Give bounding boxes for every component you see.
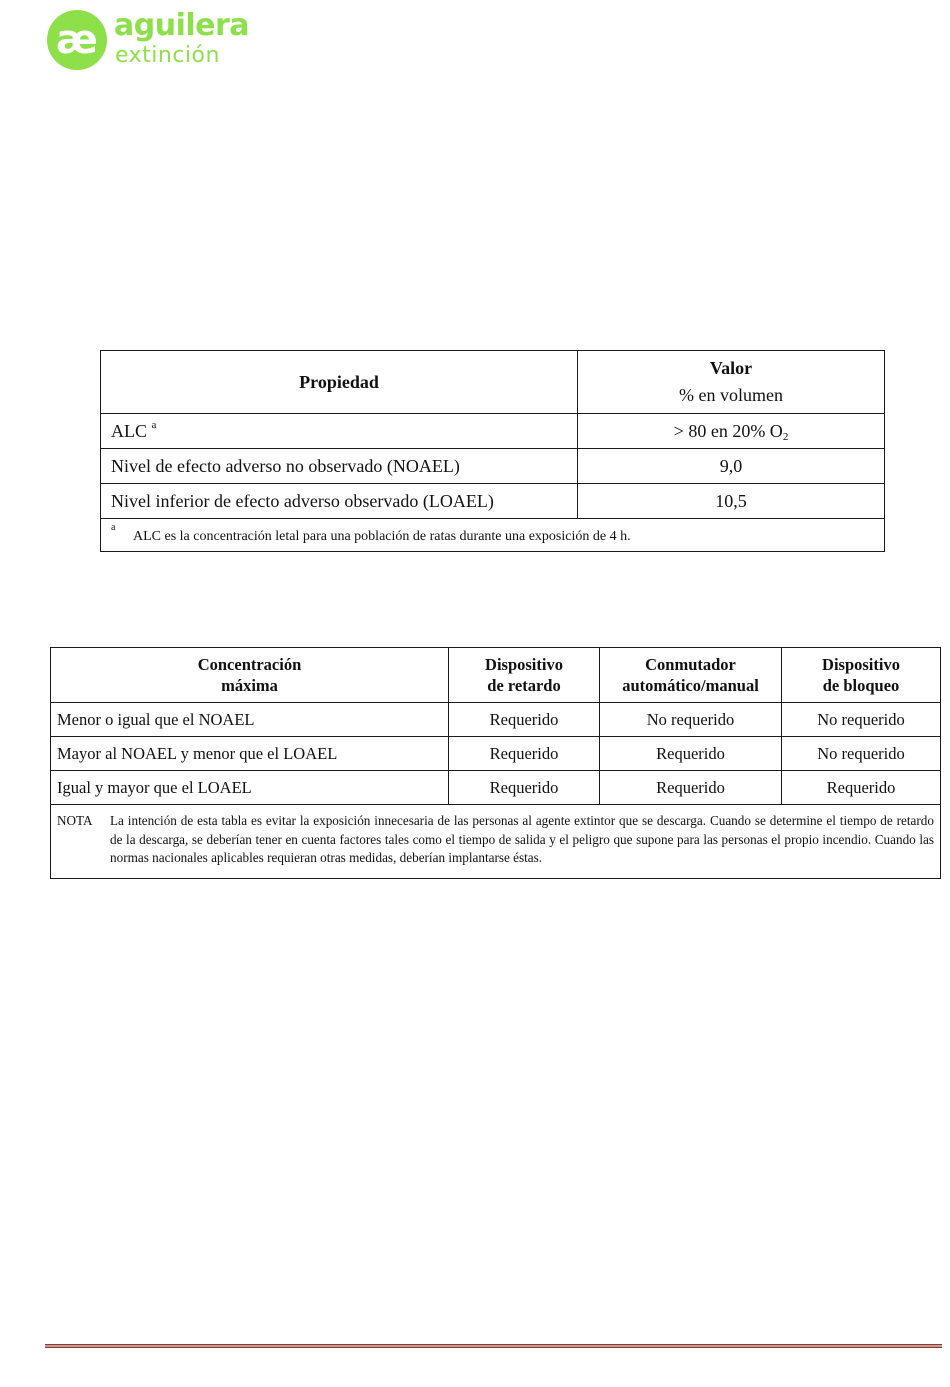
table-row bbox=[101, 414, 885, 449]
value-text: > 80 en 20% O bbox=[673, 420, 783, 441]
table-row bbox=[51, 771, 941, 805]
header-value-unit: % en volumen bbox=[679, 385, 783, 405]
value-subscript: 2 bbox=[782, 430, 789, 443]
table-note-row bbox=[51, 805, 941, 879]
delay-cell: Requerido bbox=[449, 703, 600, 737]
header-lock-device bbox=[782, 648, 941, 703]
header-line: de retardo bbox=[487, 676, 561, 695]
logo-monogram-icon bbox=[46, 9, 108, 71]
switch-cell: Requerido bbox=[600, 737, 782, 771]
property-name: ALC bbox=[111, 420, 147, 441]
header-line: Dispositivo bbox=[822, 655, 900, 674]
concentration-cell: Menor o igual que el NOAEL bbox=[51, 703, 449, 737]
lock-cell: No requerido bbox=[782, 737, 941, 771]
value-cell bbox=[578, 414, 885, 449]
table-row bbox=[101, 484, 885, 519]
header-value-label: Valor bbox=[709, 358, 753, 378]
footnote-text: ALC es la concentración letal para una población de ratas durante una exposición de 4 h. bbox=[133, 529, 631, 544]
properties-table bbox=[100, 350, 885, 552]
table-row bbox=[101, 449, 885, 484]
concentration-cell: Igual y mayor que el LOAEL bbox=[51, 771, 449, 805]
header-concentration bbox=[51, 648, 449, 703]
concentration-cell: Mayor al NOAEL y menor que el LOAEL bbox=[51, 737, 449, 771]
value-cell: 10,5 bbox=[578, 484, 885, 519]
table-row bbox=[51, 737, 941, 771]
devices-table bbox=[50, 647, 941, 879]
note-text: La intención de esta tabla es evitar la exposición innecesaria de las personas al agente extintor que se descarga. Cuando se determine el tiempo de retardo de la descarga, se deberían tener en cuenta factores tales como el tiempo de salida y el peligro que supone para las personas el propio incendio. Cuando las normas nacionales aplicables requieran otras medidas, deberían implantarse éstas. bbox=[110, 813, 934, 865]
logo-subtitle: extinción bbox=[115, 43, 220, 68]
header-line: de bloqueo bbox=[822, 676, 900, 695]
lock-cell: Requerido bbox=[782, 771, 941, 805]
table-header-row bbox=[51, 648, 941, 703]
note-label: NOTA bbox=[57, 813, 93, 828]
table-row bbox=[51, 703, 941, 737]
lock-cell: No requerido bbox=[782, 703, 941, 737]
footer-divider bbox=[45, 1344, 942, 1348]
table-footnote-row bbox=[101, 519, 885, 552]
delay-cell: Requerido bbox=[449, 771, 600, 805]
property-cell: Nivel inferior de efecto adverso observado (LOAEL) bbox=[101, 484, 578, 519]
company-logo bbox=[46, 8, 250, 73]
footnote-cell bbox=[101, 519, 885, 552]
note-cell bbox=[51, 805, 941, 879]
table-header-row bbox=[101, 351, 885, 414]
logo-monogram-glyph: æ bbox=[56, 17, 98, 63]
header-value bbox=[578, 351, 885, 414]
header-delay-device bbox=[449, 648, 600, 703]
header-line: Concentración bbox=[197, 655, 302, 674]
header-line: Dispositivo bbox=[485, 655, 563, 674]
delay-cell: Requerido bbox=[449, 737, 600, 771]
header-line: automático/manual bbox=[622, 676, 759, 695]
value-cell: 9,0 bbox=[578, 449, 885, 484]
header-property: Propiedad bbox=[101, 351, 578, 414]
header-switch bbox=[600, 648, 782, 703]
switch-cell: Requerido bbox=[600, 771, 782, 805]
switch-cell: No requerido bbox=[600, 703, 782, 737]
property-cell bbox=[101, 414, 578, 449]
footnote-marker: a bbox=[151, 418, 157, 431]
header-line: Conmutador bbox=[645, 655, 736, 674]
logo-name: aguilera bbox=[114, 8, 250, 43]
header-line: máxima bbox=[221, 676, 278, 695]
footnote-marker: a bbox=[111, 522, 116, 533]
property-cell: Nivel de efecto adverso no observado (NOAEL) bbox=[101, 449, 578, 484]
